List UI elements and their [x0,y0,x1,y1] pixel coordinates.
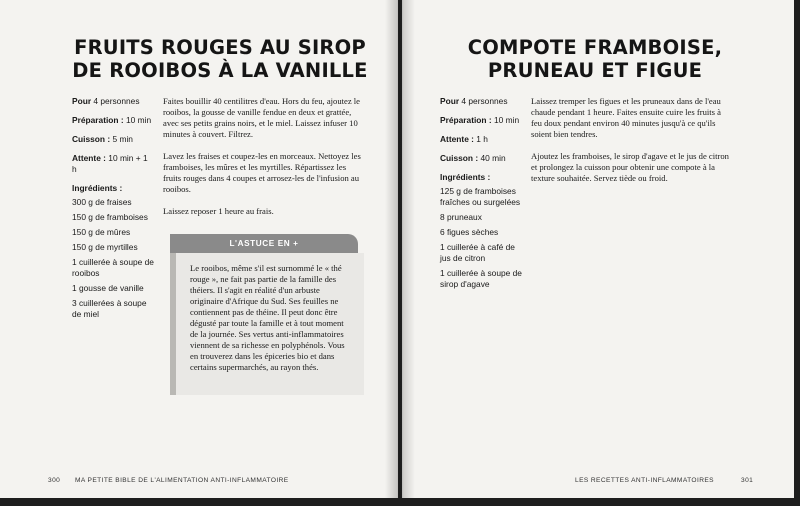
ingredient-item: 1 cuillerée à café de jus de citron [440,242,515,263]
ingredient-item: 8 pruneaux [440,212,482,222]
left-recipe-title: FRUITS ROUGES AU SIROP DE ROOIBOS À LA VANILLE [72,36,368,82]
tip-text: Le rooibos, même s'il est surnommé le « thé rouge », ne fait pas partie de la famille des théiers. Il s'agit en réalité d'un arbuste originaire d'Afrique du Sud. Ses feuilles ne contiennent pas de théine. Il peut donc être dégusté par toute la famille et à tout moment de la journée. Ses vertus anti-inflammatoires viennent de sa richesse en polyphénols. Vous en trouverez dans les épiceries bio et dans certains supermarchés, au rayon thés. [190,263,345,372]
prep-time [440,115,526,126]
ingredient-item: 300 g de fraises [72,197,132,207]
running-footer-left: MA PETITE BIBLE DE L'ALIMENTATION ANTI-INFLAMMATOIRE [75,477,289,484]
page-number-right: 301 [741,477,754,484]
ingredient-item: 3 cuillerées à soupe de miel [72,298,147,319]
ingredient-item: 150 g de myrtilles [72,242,138,252]
cook-time [72,134,154,145]
ingredient-item: 1 cuillerée à soupe de rooibos [72,257,154,278]
wait-time-value: 10 min + 1 h [72,153,148,174]
cook-time-label: Cuisson : [72,134,111,144]
ingredients-heading: Ingrédients : [440,172,491,182]
right-recipe-title: COMPOTE FRAMBOISE, PRUNEAU ET FIGUE [467,36,723,82]
page-number-left: 300 [48,477,61,484]
cook-time-value: 5 min [112,134,133,144]
prep-time-value: 10 min [126,115,152,125]
servings [440,96,526,107]
ingredient-item: 1 gousse de vanille [72,283,144,293]
cook-time-value: 40 min [480,153,506,163]
page-edge-bottom [0,498,800,506]
wait-time-label: Attente : [72,153,106,163]
tip-heading: L'ASTUCE EN + [170,234,358,253]
cook-time [440,153,526,164]
servings-label: Pour [72,96,92,106]
wait-time [72,153,154,175]
left-recipe-meta [72,96,154,324]
left-recipe-instructions [163,96,363,228]
prep-time-label: Préparation : [72,115,124,125]
ingredient-item: 150 g de framboises [72,212,148,222]
ingredient-item: 150 g de mûres [72,227,131,237]
instruction-paragraph: Faites bouillir 40 centilitres d'eau. Hors du feu, ajoutez le rooibos, la gousse de vanille fendue en deux et grattée, avec ses petits grains noirs, et le miel. Laissez infuser 10 minutes à couvert. Filtrez. [163,96,361,139]
cook-time-label: Cuisson : [440,153,479,163]
ingredients-heading: Ingrédients : [72,183,123,193]
page-edge-right [794,0,800,506]
ingredient-item: 1 cuillerée à soupe de sirop d'agave [440,268,522,289]
right-recipe-meta [440,96,526,294]
ingredient-item: 6 figues sèches [440,227,499,237]
book-gutter [385,0,415,500]
instruction-paragraph: Laissez tremper les figues et les pruneaux dans de l'eau chaude pendant 1 heure. Faites ensuite cuire les fruits à feu doux pendant environ 40 minutes jusqu'à ce qu'ils soient bien tendres. [531,96,721,139]
servings-label: Pour [440,96,460,106]
prep-time-value: 10 min [494,115,520,125]
instruction-paragraph: Ajoutez les framboises, le sirop d'agave et le jus de citron et prolongez la cuisson pour obtenir une compote à la texture souhaitée. Servez tiède ou froid. [531,151,729,183]
running-footer-right: LES RECETTES ANTI-INFLAMMATOIRES [575,477,714,484]
servings-value: 4 personnes [461,96,508,106]
wait-time-label: Attente : [440,134,474,144]
servings [72,96,154,107]
servings-value: 4 personnes [93,96,140,106]
instruction-paragraph: Lavez les fraises et coupez-les en morceaux. Nettoyez les framboises, les mûres et les myrtilles. Répartissez les fruits rouges dans 4 coupes et arrosez-les de l'infusion au rooibos. [163,151,361,194]
ingredient-item: 125 g de framboises fraîches ou surgelées [440,186,521,207]
prep-time-label: Préparation : [440,115,492,125]
wait-time-value: 1 h [476,134,488,144]
instruction-paragraph: Laissez reposer 1 heure au frais. [163,206,274,216]
wait-time [440,134,526,145]
prep-time [72,115,154,126]
right-recipe-instructions [531,96,731,195]
